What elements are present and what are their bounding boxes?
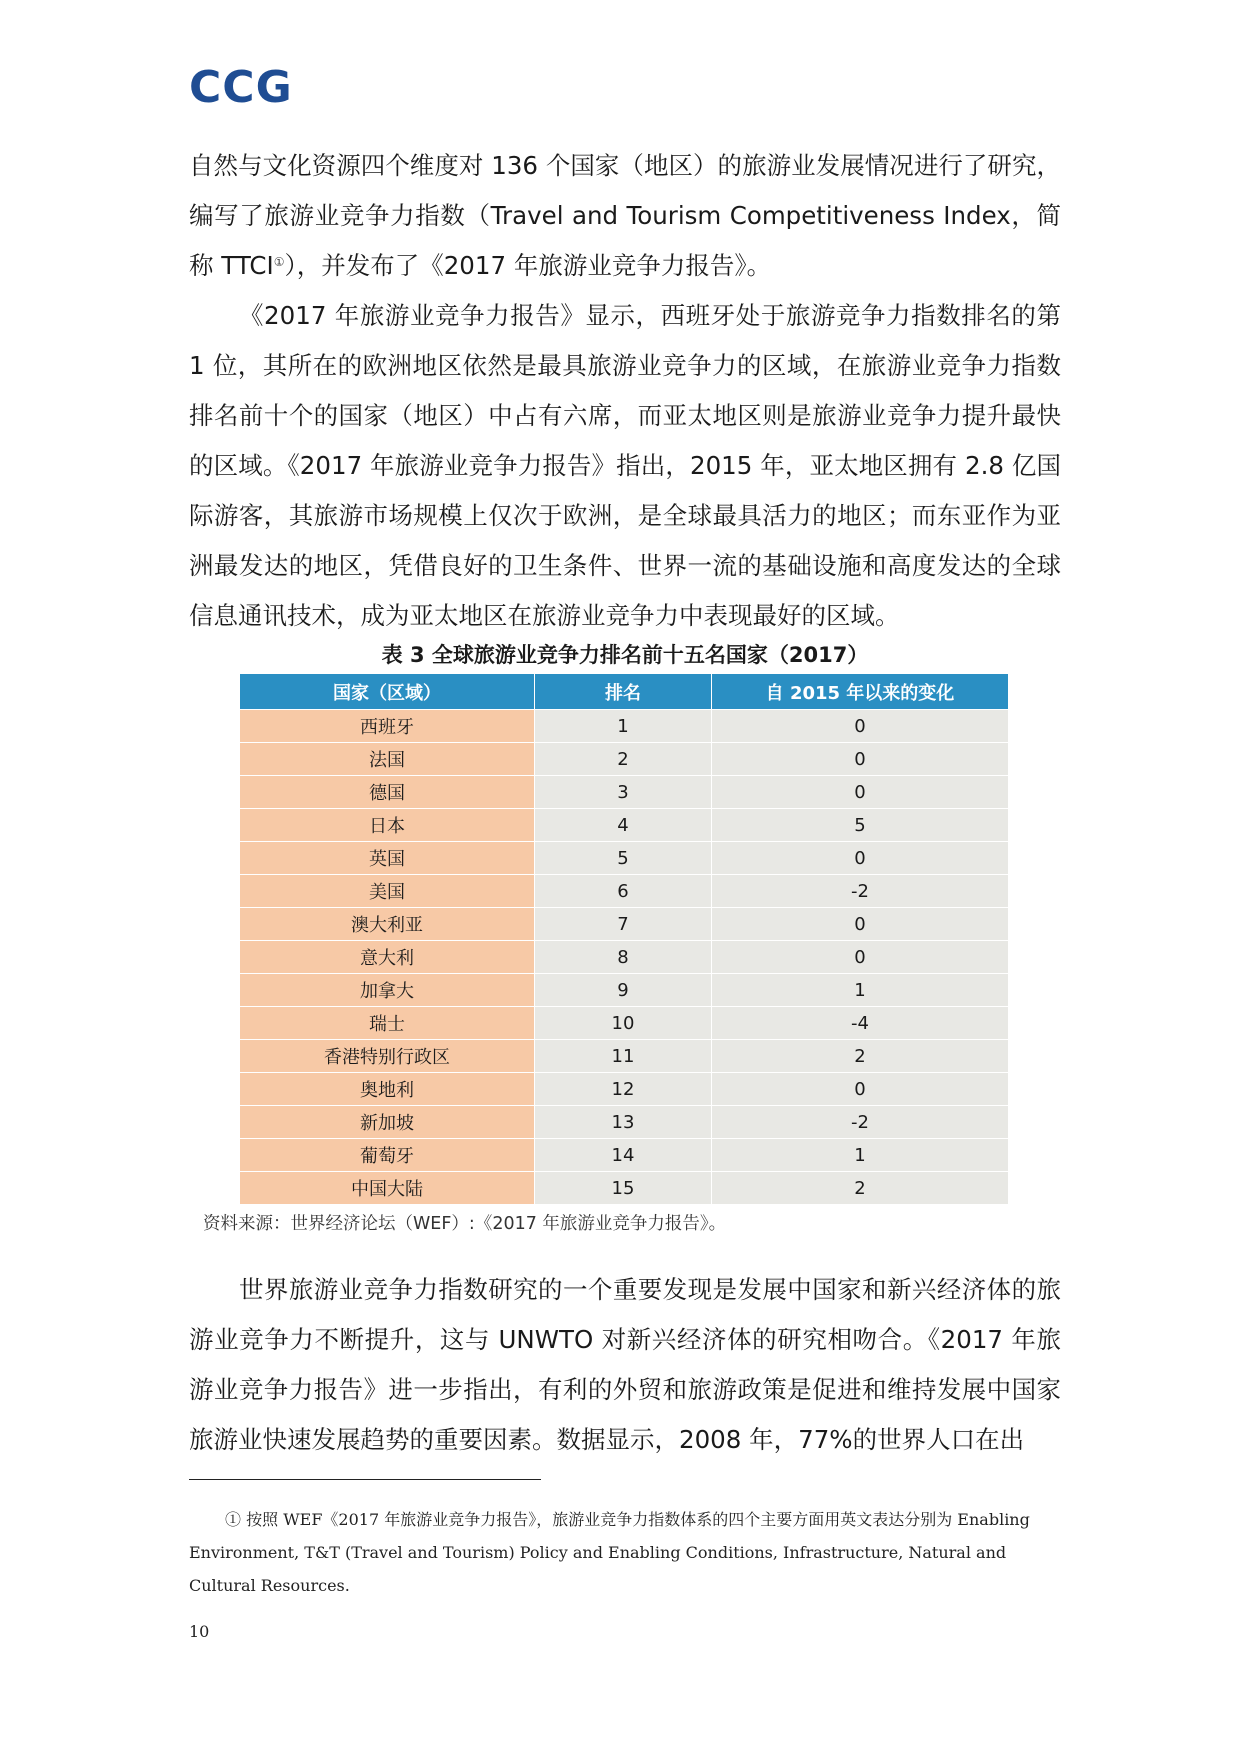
table-body — [240, 710, 1008, 1205]
country-cell: 德国 — [240, 776, 535, 809]
rank-cell: 1 — [535, 710, 712, 743]
page-number: 10 — [189, 1622, 210, 1641]
change-cell: 5 — [712, 809, 1009, 842]
table-row — [240, 974, 1008, 1007]
table-row — [240, 710, 1008, 743]
table-row — [240, 842, 1008, 875]
rank-cell: 13 — [535, 1106, 712, 1139]
paragraph-intro-tail: ），并发布了《2017 年旅游业竞争力报告》。 — [284, 251, 772, 280]
table-row — [240, 743, 1008, 776]
paragraph-emerging-economies: 世界旅游业竞争力指数研究的一个重要发现是发展中国家和新兴经济体的旅游业竞争力不断提升，这与 UNWTO 对新兴经济体的研究相吻合。《2017 年旅游业竞争力报告》进一步指出，有利的外贸和旅游政策是促进和维持发展中国家旅游业快速发展趋势的重要因素。数据显示，2008 年，77%的世界人口在出 — [189, 1275, 1061, 1454]
change-cell: -2 — [712, 875, 1009, 908]
change-cell: 0 — [712, 1073, 1009, 1106]
table-row — [240, 776, 1008, 809]
change-cell: 0 — [712, 842, 1009, 875]
rank-cell: 5 — [535, 842, 712, 875]
country-cell: 加拿大 — [240, 974, 535, 1007]
footnote-reference[interactable]: ① — [273, 255, 285, 269]
rank-cell: 3 — [535, 776, 712, 809]
change-cell: -4 — [712, 1007, 1009, 1040]
country-cell: 澳大利亚 — [240, 908, 535, 941]
paragraph-intro — [189, 141, 1061, 291]
table-row — [240, 1106, 1008, 1139]
paragraph-intro-text: 自然与文化资源四个维度对 136 个国家（地区）的旅游业发展情况进行了研究，编写了旅游业竞争力指数（Travel and Tourism Competitiveness Index，简称 TTCI — [189, 151, 1061, 280]
footnote-marker: ① — [225, 1510, 242, 1529]
country-cell: 瑞士 — [240, 1007, 535, 1040]
table-row — [240, 1172, 1008, 1205]
rank-cell: 14 — [535, 1139, 712, 1172]
rank-cell: 10 — [535, 1007, 712, 1040]
table-row — [240, 908, 1008, 941]
rank-cell: 12 — [535, 1073, 712, 1106]
ccg-logo: CCG — [189, 62, 293, 113]
header-change: 自 2015 年以来的变化 — [712, 674, 1009, 710]
change-cell: -2 — [712, 1106, 1009, 1139]
footnote-text: 按照 WEF《2017 年旅游业竞争力报告》，旅游业竞争力指数体系的四个主要方面用英文表达分别为 Enabling Environment, T&T (Travel and Tourism) Policy and Enabling Conditions, Infrastructure, Natural and Cultural Resources. — [189, 1510, 1030, 1595]
rank-cell: 8 — [535, 941, 712, 974]
country-cell: 日本 — [240, 809, 535, 842]
change-cell: 1 — [712, 1139, 1009, 1172]
country-cell: 葡萄牙 — [240, 1139, 535, 1172]
table-row — [240, 809, 1008, 842]
country-cell: 法国 — [240, 743, 535, 776]
country-cell: 香港特别行政区 — [240, 1040, 535, 1073]
country-cell: 西班牙 — [240, 710, 535, 743]
table-source: 资料来源：世界经济论坛（WEF）:《2017 年旅游业竞争力报告》。 — [203, 1214, 727, 1234]
change-cell: 2 — [712, 1172, 1009, 1205]
paragraph-report-findings: 《2017 年旅游业竞争力报告》显示，西班牙处于旅游竞争力指数排名的第 1 位，其所在的欧洲地区依然是最具旅游业竞争力的区域，在旅游业竞争力指数排名前十个的国家（地区）中占有六席，而亚太地区则是旅游业竞争力提升最快的区域。《2017 年旅游业竞争力报告》指出，2015 年，亚太地区拥有 2.8 亿国际游客，其旅游市场规模上仅次于欧洲，是全球最具活力的地区；而东亚作为亚洲最发达的地区，凭借良好的卫生条件、世界一流的基础设施和高度发达的全球信息通讯技术，成为亚太地区在旅游业竞争力中表现最好的区域。 — [189, 301, 1061, 630]
table-row — [240, 1139, 1008, 1172]
change-cell: 1 — [712, 974, 1009, 1007]
table-caption: 表 3 全球旅游业竞争力排名前十五名国家（2017） — [381, 643, 869, 667]
country-cell: 新加坡 — [240, 1106, 535, 1139]
rank-cell: 11 — [535, 1040, 712, 1073]
rank-cell: 4 — [535, 809, 712, 842]
country-cell: 意大利 — [240, 941, 535, 974]
table-row — [240, 1007, 1008, 1040]
change-cell: 0 — [712, 710, 1009, 743]
header-rank: 排名 — [535, 674, 712, 710]
rank-cell: 2 — [535, 743, 712, 776]
header-country: 国家（区域） — [240, 674, 535, 710]
rank-cell: 15 — [535, 1172, 712, 1205]
country-cell: 美国 — [240, 875, 535, 908]
footnote-divider — [189, 1479, 541, 1480]
country-cell: 奥地利 — [240, 1073, 535, 1106]
table-row — [240, 875, 1008, 908]
change-cell: 0 — [712, 776, 1009, 809]
change-cell: 0 — [712, 941, 1009, 974]
country-cell: 中国大陆 — [240, 1172, 535, 1205]
table-row — [240, 1040, 1008, 1073]
rank-cell: 6 — [535, 875, 712, 908]
change-cell: 2 — [712, 1040, 1009, 1073]
rank-cell: 9 — [535, 974, 712, 1007]
ranking-table — [240, 674, 1008, 1204]
table-header-row — [240, 674, 1008, 710]
table-row — [240, 1073, 1008, 1106]
rank-cell: 7 — [535, 908, 712, 941]
change-cell: 0 — [712, 743, 1009, 776]
table-row — [240, 941, 1008, 974]
country-cell: 英国 — [240, 842, 535, 875]
change-cell: 0 — [712, 908, 1009, 941]
footnote — [189, 1503, 1061, 1602]
